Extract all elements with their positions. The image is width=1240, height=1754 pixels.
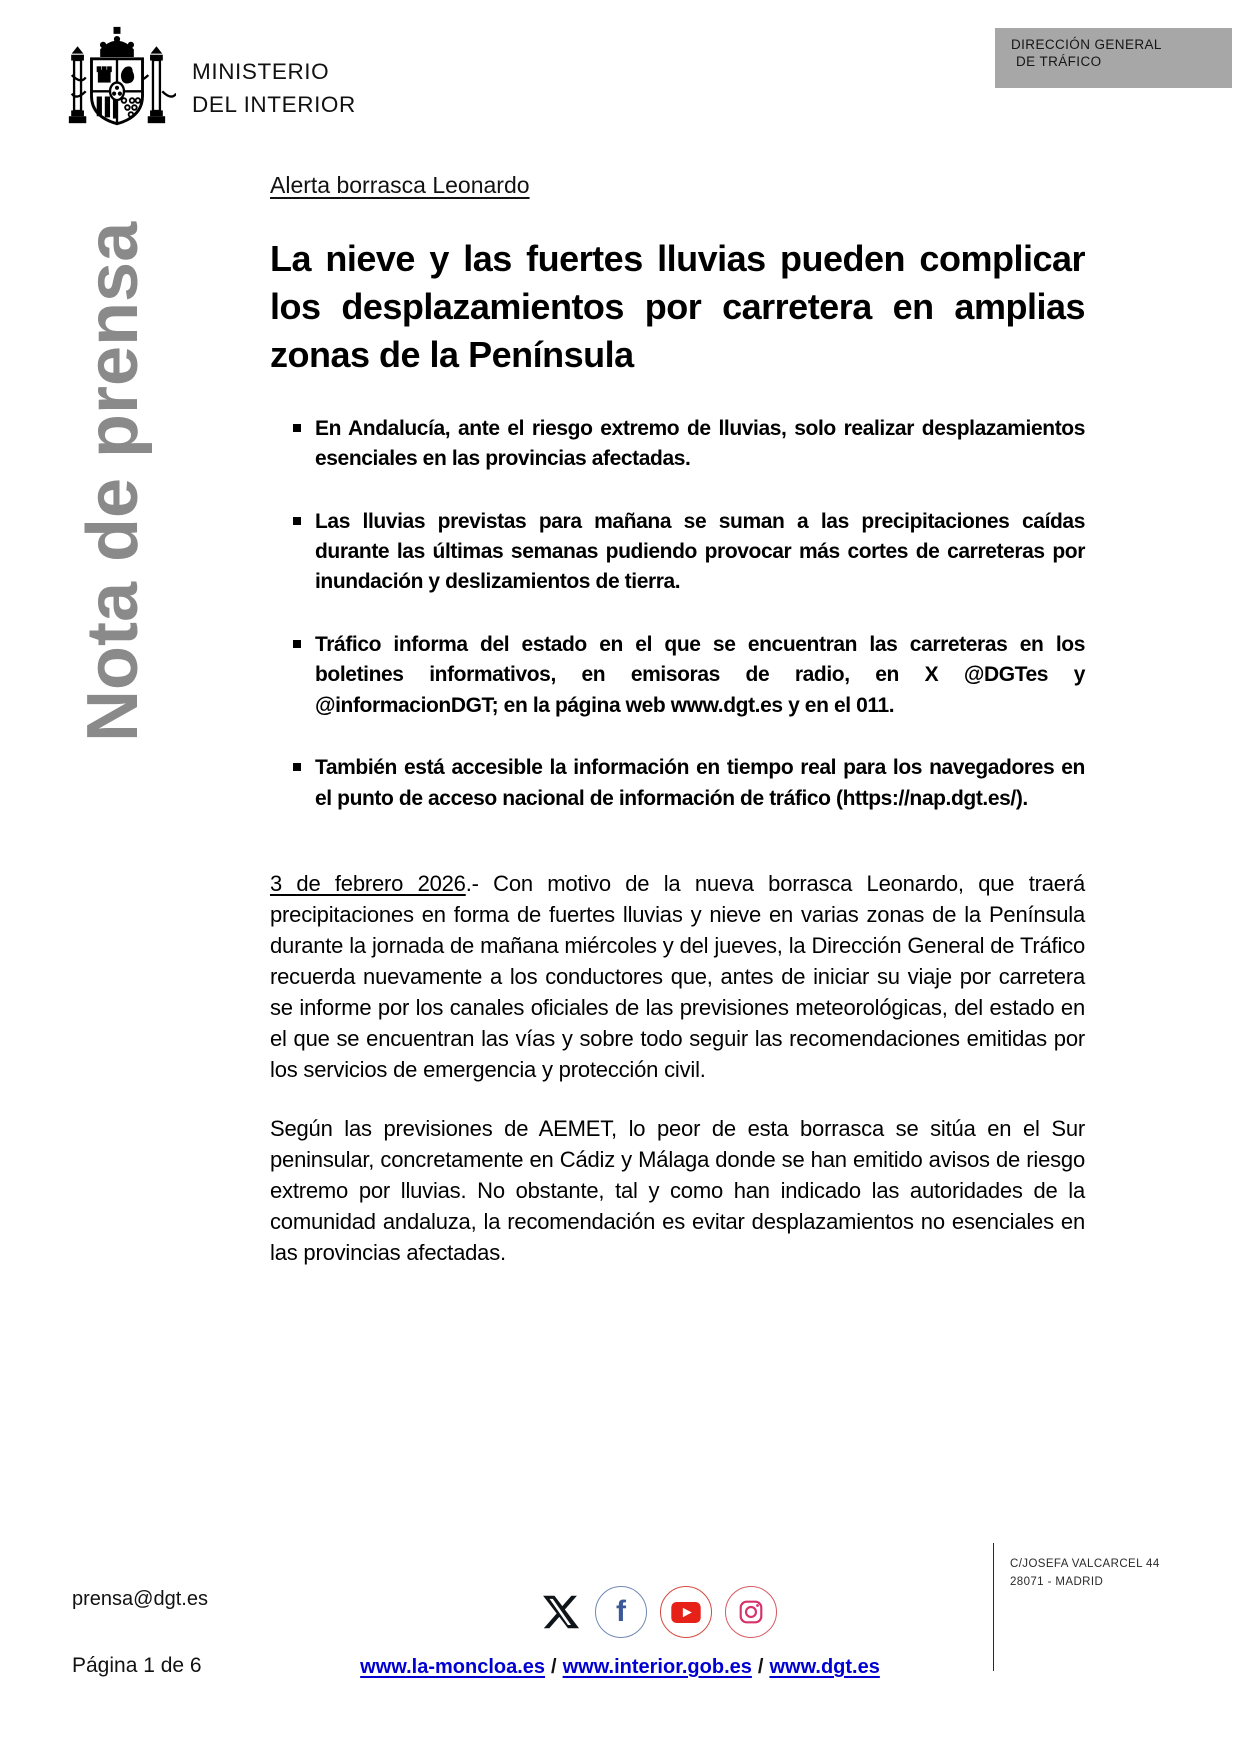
bullet-item: [270, 507, 1085, 598]
paragraph-text: Según las previsiones de AEMET, lo peor de esta borrasca se sitúa en el Sur peninsular, concretamente en Cádiz y Málaga donde se han emitido avisos de riesgo extremo por lluvias. No obstante, tal y como han indicado las autoridades de la comunidad andaluza, la recomendación es evitar desplazamientos no esenciales en las provincias afectadas.: [270, 1116, 1085, 1266]
department-line1: DIRECCIÓN GENERAL: [1011, 37, 1162, 52]
bullet-square-icon: [293, 517, 301, 525]
sidebar: [72, 192, 172, 742]
paragraph: [270, 868, 1085, 1085]
document-kicker: Alerta borrasca Leonardo: [270, 172, 530, 198]
page-indicator: Página 1 de 6: [72, 1654, 202, 1677]
bullet-item: [270, 630, 1085, 721]
paragraph: [270, 1113, 1085, 1268]
x-icon[interactable]: [540, 1591, 582, 1633]
address-line2: 28071 - MADRID: [1010, 1575, 1104, 1588]
paragraph-text: .- Con motivo de la nueva borrasca Leonardo, que traerá precipitaciones en forma de fuertes lluvias y nieve en varias zonas de la Península durante la jornada de mañana miércoles y del jueves, la Dirección General de Tráfico recuerda nuevamente a los conductores que, antes de iniciar su viaje por carretera se informe por los canales oficiales de las previsiones meteorológicas, del estado en el que se encuentran las vías y sobre todo seguir las recomendaciones emitidas por los servicios de emergencia y protección civil.: [270, 871, 1085, 1083]
instagram-icon[interactable]: [725, 1586, 777, 1638]
footer-divider-line: [993, 1543, 994, 1671]
press-email-link[interactable]: prensa@dgt.es: [72, 1588, 208, 1610]
link-separator: /: [551, 1656, 557, 1678]
office-address: [1010, 1556, 1160, 1592]
summary-bullet-list: [270, 414, 1085, 814]
official-links: [0, 1656, 1240, 1679]
bullet-square-icon: [293, 424, 301, 432]
body-paragraphs: [270, 868, 1085, 1268]
bullet-square-icon: [293, 640, 301, 648]
ministry-line2: DEL INTERIOR: [192, 91, 356, 117]
nota-de-prensa-vertical-label: Nota de prensa: [73, 221, 153, 742]
link-dgt[interactable]: www.dgt.es: [769, 1656, 880, 1678]
link-interior[interactable]: www.interior.gob.es: [562, 1656, 752, 1678]
department-line2: DE TRÁFICO: [1016, 54, 1102, 69]
bullet-square-icon: [293, 763, 301, 771]
link-la-moncloa[interactable]: www.la-moncloa.es: [360, 1656, 546, 1678]
document-body: [270, 0, 1085, 1296]
social-icons-row: [540, 1583, 777, 1641]
bullet-text: También está accesible la información en tiempo real para los navegadores en el punto de acceso nacional de información de tráfico (https://nap.dgt.es/).: [315, 756, 1085, 810]
facebook-icon[interactable]: f: [595, 1586, 647, 1638]
address-line1: C/JOSEFA VALCARCEL 44: [1010, 1558, 1160, 1570]
bullet-text: En Andalucía, ante el riesgo extremo de lluvias, solo realizar desplazamientos esenciales en las provincias afectadas.: [315, 416, 1085, 471]
link-separator: /: [757, 1656, 764, 1678]
bullet-text: Las lluvias previstas para mañana se suman a las precipitaciones caídas durante las últimas semanas pudiendo provocar más cortes de carreteras por inundación y deslizamientos de tierra.: [315, 509, 1085, 594]
youtube-icon[interactable]: [660, 1586, 712, 1638]
bullet-item: [270, 753, 1085, 814]
bullet-item: [270, 414, 1085, 475]
bullet-text: Tráfico informa del estado en el que se encuentran las carreteras en los boletines informativos, en emisoras de radio, en X @DGTes y @informacionDGT; en la página web www.dgt.es y en el 011.: [315, 632, 1085, 717]
coat-of-arms-logo: [58, 24, 176, 140]
dateline: 3 de febrero 2026: [270, 871, 466, 897]
document-title: La nieve y las fuertes lluvias pueden complicar los desplazamientos por carretera en amplias zonas de la Península: [270, 238, 1085, 376]
ministry-line1: MINISTERIO: [192, 59, 330, 84]
